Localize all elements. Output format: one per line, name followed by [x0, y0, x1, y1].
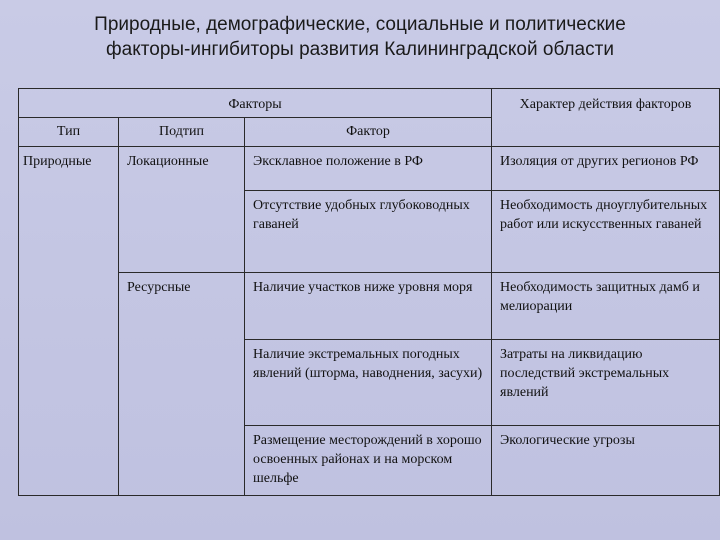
character-cell: Изоляция от других регионов РФ	[492, 147, 720, 191]
subtype-cell-resource: Ресурсные	[119, 273, 245, 496]
slide-title-line-1: Природные, демографические, социальные и политические	[94, 14, 626, 35]
header-subtype: Подтип	[119, 118, 245, 147]
factor-cell: Наличие экстремальных погодных явлений (шторма, наводнения, засухи)	[245, 340, 492, 426]
header-character: Характер действия факторов	[492, 89, 720, 147]
table-header-row	[19, 89, 720, 118]
character-cell: Экологические угрозы	[492, 426, 720, 496]
type-cell: Природные	[19, 147, 119, 496]
slide-title-line-2: факторы-ингибиторы развития Калининградской области	[106, 39, 614, 60]
header-factors: Факторы	[19, 89, 492, 118]
factor-cell: Отсутствие удобных глубоководных гаваней	[245, 191, 492, 273]
factor-cell: Размещение месторождений в хорошо освоенных районах и на морском шельфе	[245, 426, 492, 496]
factor-cell: Наличие участков ниже уровня моря	[245, 273, 492, 340]
table-row	[19, 273, 720, 340]
character-cell: Необходимость защитных дамб и мелиорации	[492, 273, 720, 340]
character-cell: Необходимость дноуглубительных работ или искусственных гаваней	[492, 191, 720, 273]
factors-table	[18, 88, 720, 496]
table-row	[19, 147, 720, 191]
character-cell: Затраты на ликвидацию последствий экстремальных явлений	[492, 340, 720, 426]
slide-title	[0, 12, 720, 62]
subtype-cell-location: Локационные	[119, 147, 245, 273]
factor-cell: Эксклавное положение в РФ	[245, 147, 492, 191]
header-type: Тип	[19, 118, 119, 147]
header-factor: Фактор	[245, 118, 492, 147]
